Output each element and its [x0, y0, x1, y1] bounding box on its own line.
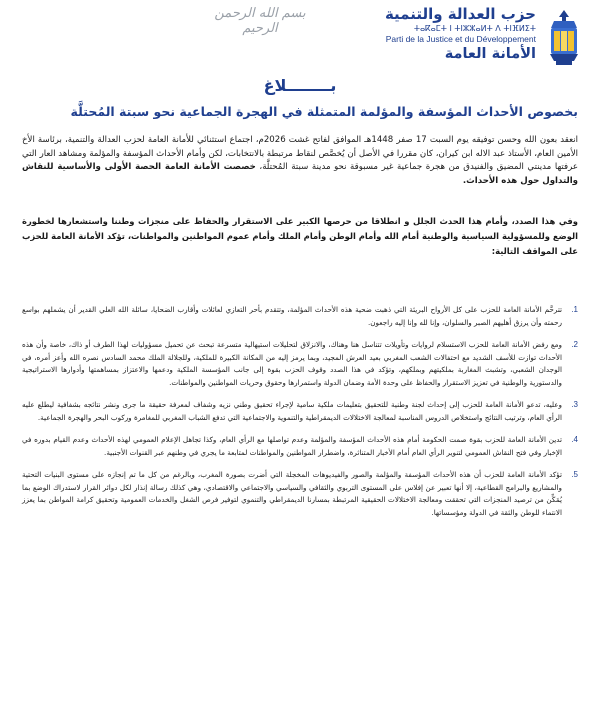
list-item — [22, 434, 578, 459]
lantern-logo-icon — [542, 8, 586, 68]
basmala-calligraphy: بسم الله الرحمن الرحيم — [214, 6, 306, 36]
positions-paragraph: وفي هذا الصدد، وأمام هذا الحدث الجلل و انطلاقا من حرصها الكبير على الاستقرار والحفاظ على منجزات وطننا واستشعارها لخطورة الوضع وللمسؤولية السياسية والوطنية أمام الله وأمام الوطن وأمام الملك وأمام عموم المواطنين والمواطنات، تؤكد الأمانة العامة للحزب على المواقف التالية: — [22, 216, 578, 256]
list-item — [22, 469, 578, 519]
general-secretariat-label: الأمانة العامة — [444, 46, 536, 62]
list-item-text: تترحَّم الأمانة العامة للحزب على كل الأرواح البريئة التي ذهبت ضحية هذه الأحداث المؤلمة، وتتقدم بأحر التعازي لعائلات وأقارب الضحايا، سائلة الله العلي القدير أن يشملهم بواسع رحمته وأن يرزق أهليهم الصبر والسلوان، وإنا لله وإنا إليه راجعون. — [22, 305, 562, 327]
list-item-number: 4. — [571, 435, 578, 444]
party-name-arabic: حزب العدالة والتنمية — [384, 5, 536, 23]
list-item-text: وعليه، تدعو الأمانة العامة للحزب إلى إحداث لجنة وطنية للتحقيق بتعليمات ملكية سامية لإجراء تحقيق وطني نزيه وشفاف لمعرفة حقيقة ما جرى ونشر نتائجه بشفافية ليطلع عليه الرأي العام، وترتيب النتائج واستخلاص الدروس المناسبة لمعالجة الاختلالات الديمقراطية والتنموية والاجتماعية التي تدفع الشباب المغربي للمغامرة وركوب البحر والهجرة الجماعية. — [22, 400, 562, 422]
party-identity — [286, 6, 536, 63]
party-name-tifinagh: ⵜⴰⴽⴰⵎⵜ ⵏ ⵜⵏⵣⵣⴰⵍⵜ ⴷ ⵜⵏⴼⵍⵉⵜ — [413, 24, 536, 33]
list-item-number: 3. — [571, 400, 578, 409]
party-name-french: Parti de la Justice et du Développement — [385, 34, 536, 44]
positions-list — [22, 304, 578, 519]
list-item-number: 1. — [571, 305, 578, 314]
document-title: بــــــــلاغ — [263, 76, 337, 95]
list-item-number: 5. — [571, 470, 578, 479]
list-item-text: تؤكد الأمانة العامة للحزب أن هذه الأحداث المؤسفة والمؤلمة والصور والفيديوهات المخجلة التي أضرت بصورة المغرب، وبالرغم من كل ما تم إنجازه على مستوى البنيات التحتية والمشاريع والبرامج القطاعية، إلا أنها تعبير عن إفلاس على المستوى التربوي والثقافي والسياسي والاجتماعي والاقتصادي، وهي كذلك رسالة إنذار لكل دوائر القرار لاستدراك الوضع بما يُمَكِّن من ترصيد المنجزات التي تحققت ومعالجة الاختلالات الحقيقية المرتبطة بمسارنا الديمقراطي والتنموي لتوفير فرص الشغل والخدمات العمومية وتحقيق كرامة المواطن بما يعزز الانتماء للوطن والثقة في الدولة ومؤسساتها. — [22, 470, 562, 517]
intro-text-emphasis: خصصت الأمانة العامة الحصة الأولى والأساسية للنقاش والتداول حول هذه الأحداث. — [22, 162, 578, 186]
list-item-text: ومع رفض الأمانة العامة للحزب الاستسلام لروايات وتأويلات تتناسل هنا وهناك، والانزلاق لتحليلات استيهالية متسرعة تبحث عن تحميل مسؤوليات لهذا الطرف أو ذاك، خاصة وأن هذه الأحداث توازت للأسف الشديد مع احتفالات الشعب المغربي بعيد العرش المجيد، وبما يرمز إليه من المكانة الكبيرة للملكية، وللجلالة الملك محمد السادس نصره الله وأعز أمره، في الوجدان الشعبي، وتشبث المغاربة بملكيتهم وبملكهم، وتؤكد في هذا الصدد وقوف الحزب بقوة إلى جانب المؤسسة الملكية ودعمها والاعتزاز بمساهمتها وأدوارها الاستراتيجية والدستورية والوطنية في تعزيز الاستقرار والحفاظ على وحدة الأمة وضمان الدولة واستمرارها وحقوق وحريات المواطنين والمواطنات. — [22, 340, 562, 387]
document-subtitle: بخصوص الأحداث المؤسفة والمؤلمة المتمثلة في الهجرة الجماعية نحو سبتة المُحتلَّة — [70, 104, 578, 119]
intro-text: انعقد بعون الله وحسن توفيقه يوم السبت 17 صفر 1448هـ الموافق لفاتح غشت 2026م، اجتماع استثنائي للأمانة العامة لحزب العدالة والتنمية، برئاسة الأخ الأمين العام، الأستاذ عبد الاله ابن كيران، كان مقررا في الأصل أن يُخصَّص لنقاط مرتبطة بالانتخابات، لكن وأمام الأحداث المؤسفة والمؤلمة ومشاهد العار التي عرفتها مدينتي المضيق والفنيدق من هجرة جماعية غير مسبوقة نحو مدينة سبتة المُحتلَّة، — [22, 135, 578, 173]
letterhead — [0, 0, 600, 78]
intro-paragraph — [22, 134, 578, 188]
list-item — [22, 339, 578, 389]
list-item — [22, 304, 578, 329]
list-item — [22, 399, 578, 424]
list-item-text: تدين الأمانة العامة للحزب بقوة صمت الحكومة أمام هذه الأحداث المؤسفة والمؤلمة وعدم تواصلها مع الرأي العام، وكذا تجاهل الإعلام العمومي لهذه الأحداث وعدم القيام بدوره في الإخبار وفي فتح النقاش العمومي لتنوير الرأي العام أمام الأخبار المتناثرة، واضطرار المواطنين والمواطنات لمتابعة ما يجري في وطنهم عبر القنوات الأجنبية. — [22, 435, 562, 457]
list-item-number: 2. — [571, 340, 578, 349]
